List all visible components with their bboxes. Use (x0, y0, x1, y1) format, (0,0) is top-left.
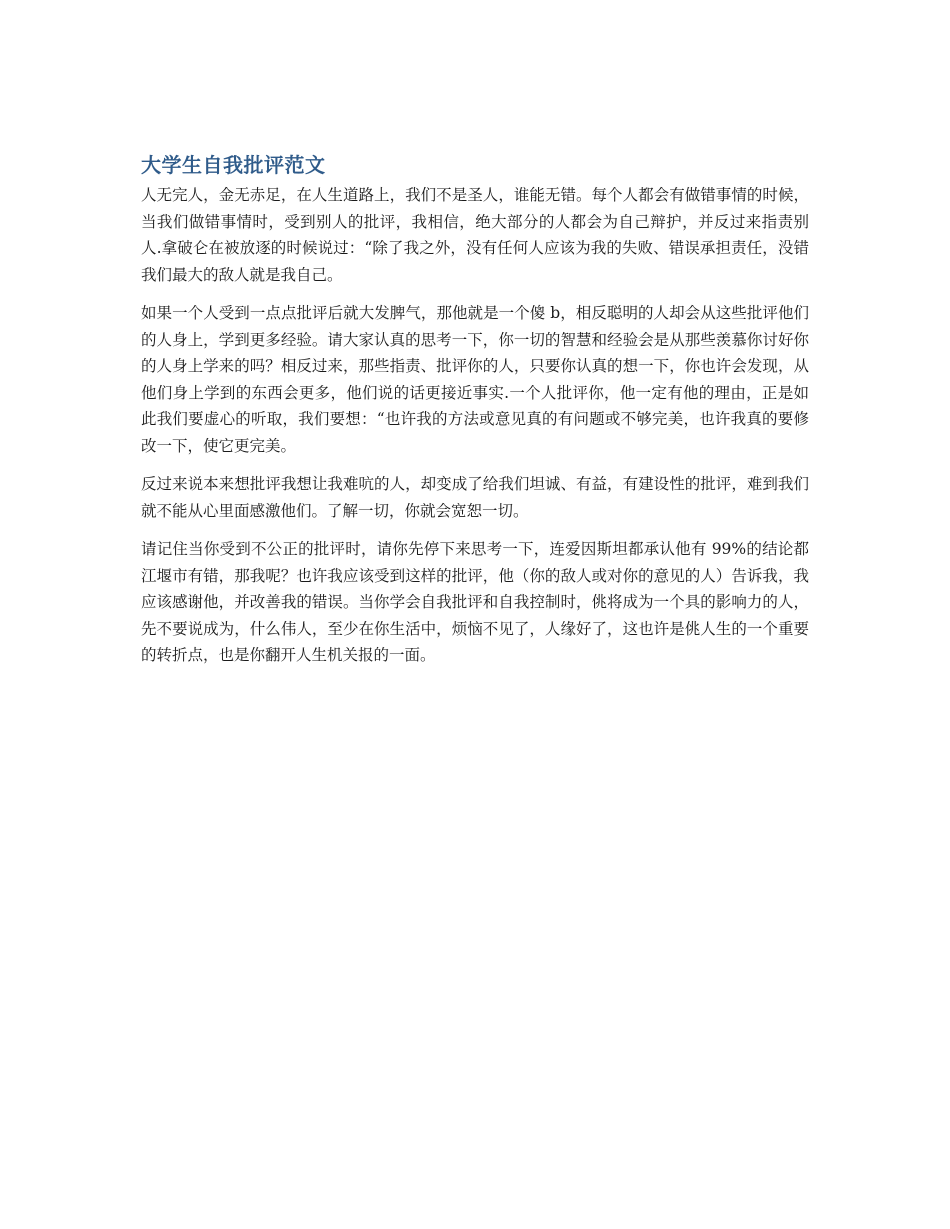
document-body (141, 150, 809, 681)
paragraph-1: 人无完人，金无赤足，在人生道路上，我们不是圣人，谁能无错。每个人都会有做错事情的时候，当我们做错事情时，受到别人的批评，我相信，绝大部分的人都会为自己辩护，并反过来指责别人.拿破仑在被放逐的时候说过：“除了我之外，没有任何人应该为我的失败、错误承担责任，没错我们最大的敌人就是我自己。 (141, 186, 809, 284)
paragraph-3: 反过来说本来想批评我想让我难吭的人，却变成了给我们坦诚、有益，有建设性的批评，难到我们就不能从心里面感激他们。了解一切，你就会宽恕一切。 (141, 475, 809, 520)
paragraph-2: 如果一个人受到一点点批评后就大发脾气，那他就是一个傻 b，相反聪明的人却会从这些批评他们的人身上，学到更多经验。请大家认真的思考一下，你一切的智慧和经验会是从那些羡慕你讨好你的人身上学来的吗？相反过来，那些指责、批评你的人，只要你认真的想一下，你也许会发现，从他们身上学到的东西会更多，他们说的话更接近事实.一个人批评你，他一定有他的理由，正是如此我们要虚心的听取，我们要想：“也许我的方法或意见真的有问题或不够完美，也许我真的要修改一下，使它更完美。 (141, 304, 809, 455)
paragraph-4: 请记住当你受到不公正的批评时，请你先停下来思考一下，连爱因斯坦都承认他有 99%的结论都江堰市有错，那我呢？也许我应该受到这样的批评，他（你的敌人或对你的意见的人）告诉我，我应该感谢他，并改善我的错误。当你学会自我批评和自我控制时，佻将成为一个具的影响力的人，先不要说成为，什么伟人，至少在你生活中，烦恼不见了，人缘好了，这也许是佻人生的一个重要的转折点，也是你翻开人生机关报的一面。 (141, 540, 809, 664)
document-title: 大学生自我批评范文 (141, 153, 326, 177)
